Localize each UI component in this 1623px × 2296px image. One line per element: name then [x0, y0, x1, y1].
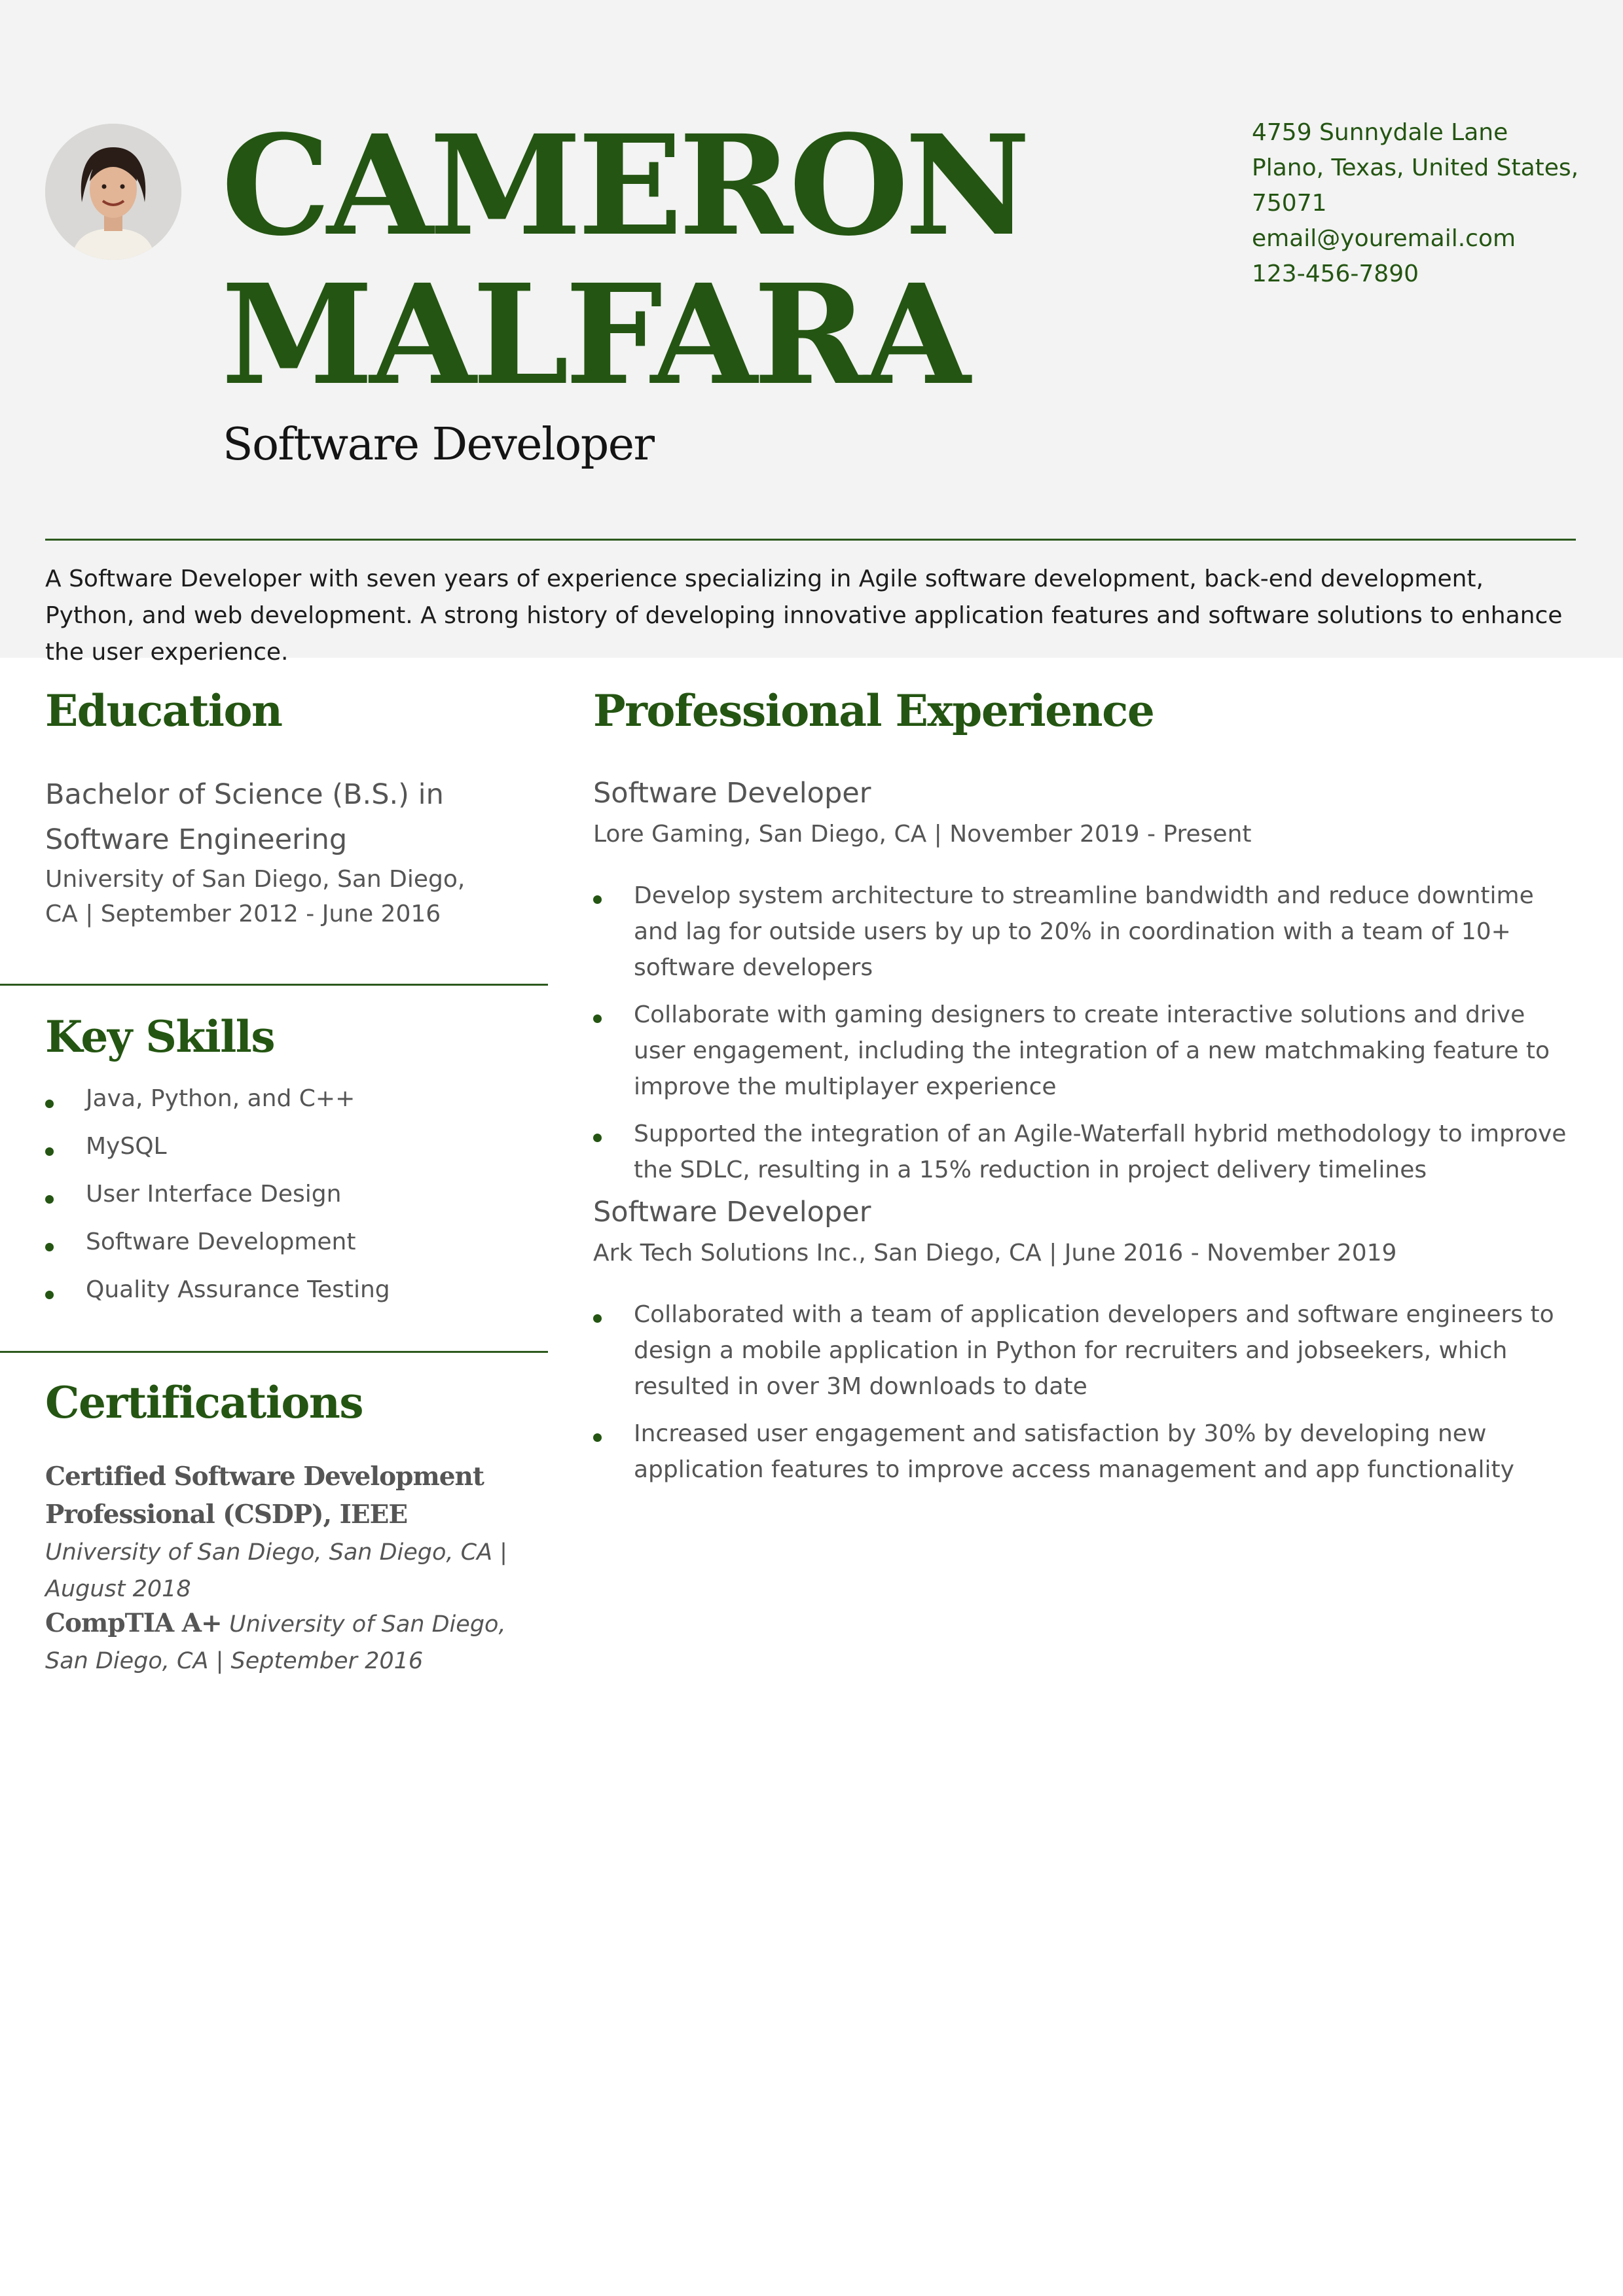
job-bullets: [593, 878, 1575, 1199]
avatar: [45, 124, 181, 260]
summary: A Software Developer with seven years of experience specializing in Agile software development, back-end development, Python, and web development. A strong history of developing innovative application features and software solutions to enhance the user experience.: [45, 565, 1563, 666]
candidate-name: [221, 105, 1027, 416]
bullet-text: Supported the integration of an Agile-Waterfall hybrid methodology to improve the SDLC, resulting in a 15% reduction in project delivery timelines: [634, 1121, 1567, 1183]
bullet-icon: [593, 895, 602, 904]
address-line-1: 4759 Sunnydale Lane: [1252, 119, 1508, 146]
job-title: Software Developer: [223, 419, 654, 471]
contact-info: [1252, 115, 1578, 292]
education-heading: Education: [45, 685, 282, 736]
bullet-text: Collaborate with gaming designers to create interactive solutions and drive user engagement, including the integration of a new matchmaking feature to improve the multiplayer experience: [634, 1001, 1550, 1100]
name-last: MALFARA: [221, 254, 967, 416]
bullet-text: Develop system architecture to streamline bandwidth and reduce downtime and lag for outside users by up to 20% in coordination with a team of 10+ software developers: [634, 882, 1534, 981]
certification-detail: University of San Diego, San Diego, CA | August 2018: [45, 1539, 507, 1602]
job-role: Software Developer: [593, 1196, 871, 1229]
bullet-icon: [45, 1100, 54, 1108]
certification-name: Certified Software Development Professional (CSDP), IEEE: [45, 1462, 484, 1530]
skills-list: [45, 1084, 390, 1323]
bullet-icon: [593, 1014, 602, 1023]
job-meta: Lore Gaming, San Diego, CA | November 2019 - Present: [593, 821, 1252, 848]
list-item: [593, 878, 1575, 986]
job-meta: Ark Tech Solutions Inc., San Diego, CA | June 2016 - November 2019: [593, 1240, 1397, 1266]
job-bullets: [593, 1297, 1575, 1499]
skill-label: Quality Assurance Testing: [86, 1276, 390, 1303]
education-degree: Bachelor of Science (B.S.) in Software Engineering: [45, 778, 444, 856]
skill-label: Software Development: [86, 1229, 356, 1255]
section-divider: [0, 984, 548, 986]
email[interactable]: email@youremail.com: [1252, 225, 1516, 252]
certification-name: CompTIA A+: [45, 1608, 222, 1638]
list-item: [45, 1084, 390, 1132]
skill-label: MySQL: [86, 1133, 167, 1160]
header-divider: [45, 539, 1576, 541]
skill-label: User Interface Design: [86, 1181, 342, 1208]
list-item: [45, 1275, 390, 1323]
list-item: [45, 1132, 390, 1179]
certification-item: [45, 1605, 517, 1679]
list-item: [593, 1116, 1575, 1188]
list-item: [593, 1416, 1575, 1488]
bullet-icon: [45, 1195, 54, 1204]
list-item: [593, 1297, 1575, 1405]
bullet-text: Collaborated with a team of application developers and software engineers to design a mobile application in Python for recruiters and jobseekers, which resulted in over 3M downloads to date: [634, 1301, 1554, 1400]
list-item: [45, 1227, 390, 1275]
bullet-icon: [45, 1243, 54, 1251]
address-line-3: 75071: [1252, 190, 1327, 217]
list-item: [593, 997, 1575, 1105]
section-divider: [0, 1351, 548, 1353]
name-first: CAMERON: [221, 105, 1027, 266]
skill-label: Java, Python, and C++: [86, 1085, 356, 1112]
certifications-heading: Certifications: [45, 1377, 363, 1428]
certification-item: [45, 1458, 517, 1607]
profile-photo: [45, 124, 181, 260]
skills-heading: Key Skills: [45, 1011, 274, 1062]
certification-detail: University of San Diego, San Diego, CA | September 2016: [45, 1611, 506, 1674]
bullet-icon: [593, 1134, 602, 1142]
education-school: University of San Diego, San Diego, CA | September 2012 - June 2016: [45, 866, 465, 927]
phone[interactable]: 123-456-7890: [1252, 260, 1419, 287]
bullet-text: Increased user engagement and satisfaction by 30% by developing new application features to improve access management and app functionality: [634, 1420, 1514, 1483]
experience-heading: Professional Experience: [593, 685, 1154, 736]
bullet-icon: [45, 1291, 54, 1299]
list-item: [45, 1179, 390, 1227]
bullet-icon: [45, 1147, 54, 1156]
bullet-icon: [593, 1433, 602, 1442]
address-line-2: Plano, Texas, United States,: [1252, 154, 1579, 181]
job-role: Software Developer: [593, 777, 871, 810]
bullet-icon: [593, 1314, 602, 1323]
